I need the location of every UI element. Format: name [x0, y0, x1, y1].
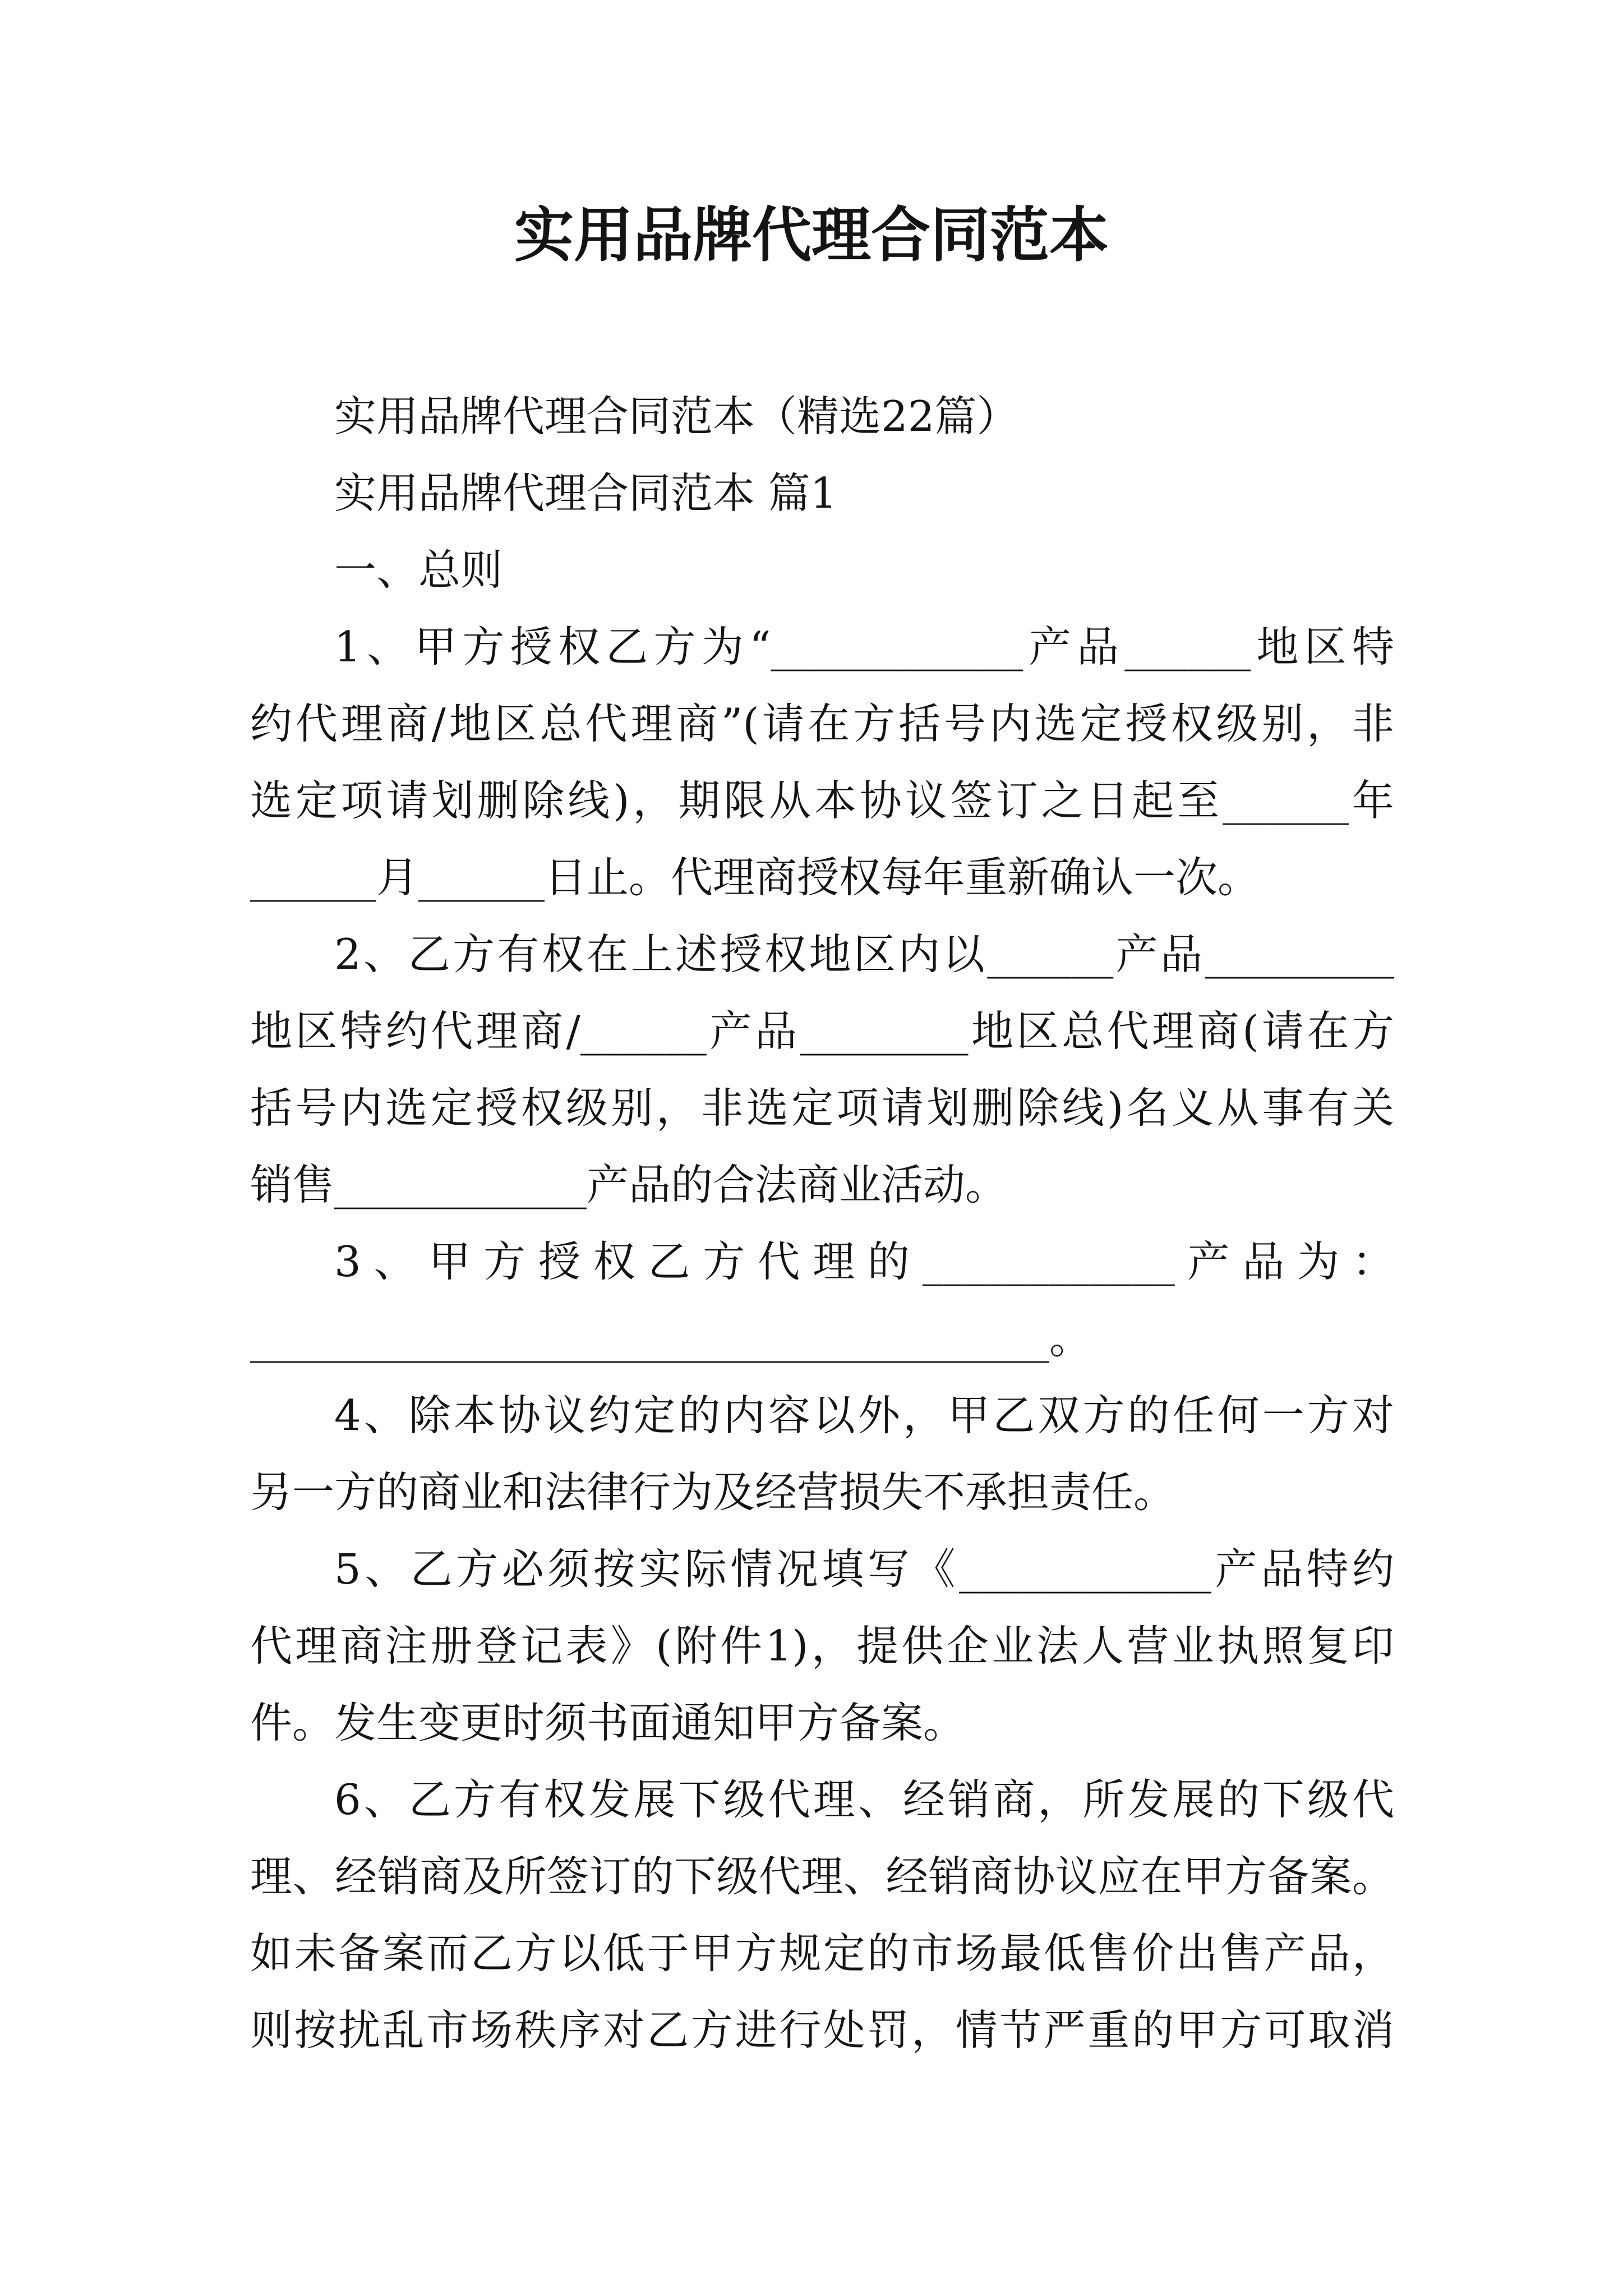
clause-2-line: 销售____________产品的合法商业活动。	[250, 1160, 1008, 1209]
clause-6-line: 理、经销商及所签订的下级代理、经销商协议应在甲方备案。	[250, 1852, 1394, 1901]
document-body	[250, 378, 1394, 2069]
clause-3	[250, 1223, 1394, 1377]
section-heading: 一、总则	[334, 545, 503, 595]
clause-6	[250, 1761, 1394, 2069]
clause-2-line: 括号内选定授权级别，非选定项请划删除线)名义从事有关	[250, 1083, 1394, 1133]
clause-3-line: 3、甲方授权乙方代理的____________产品为：	[334, 1237, 1394, 1286]
clause-1	[250, 609, 1394, 916]
document-title: 实用品牌代理合同范本	[514, 200, 1109, 270]
clause-2-line: 2、乙方有权在上述授权地区内以______产品_________	[334, 930, 1394, 979]
clause-5	[250, 1531, 1394, 1761]
clause-1-line: ______月______日止。代理商授权每年重新确认一次。	[250, 853, 1260, 902]
clause-5-line: 代理商注册登记表》(附件1)，提供企业法人营业执照复印	[250, 1621, 1394, 1671]
clause-6-line: 如未备案而乙方以低于甲方规定的市场最低售价出售产品，	[250, 1929, 1394, 1978]
clause-5-line: 件。发生变更时须书面通知甲方备案。	[250, 1698, 966, 1747]
article-heading: 实用品牌代理合同范本 篇1	[334, 468, 837, 518]
document-subtitle: 实用品牌代理合同范本（精选22篇）	[334, 392, 1019, 441]
clause-5-line: 5、乙方必须按实际情况填写《____________产品特约	[334, 1544, 1394, 1594]
clause-1-line: 1、甲方授权乙方为“____________产品______地区特	[334, 622, 1394, 671]
clause-1-line: 选定项请划删除线)，期限从本协议签订之日起至______年	[250, 776, 1394, 825]
clause-4-line: 4、除本协议约定的内容以外，甲乙双方的任何一方对	[334, 1391, 1394, 1440]
clause-6-line: 6、乙方有权发展下级代理、经销商，所发展的下级代	[334, 1775, 1394, 1824]
clause-4-line: 另一方的商业和法律行为及经营损失不承担责任。	[250, 1467, 1176, 1517]
clause-3-line: ______________________________________。	[250, 1314, 1091, 1363]
clause-6-line: 则按扰乱市场秩序对乙方进行处罚，情节严重的甲方可取消	[250, 2005, 1394, 2055]
clause-4	[250, 1377, 1394, 1531]
clause-1-line: 约代理商/地区总代理商”(请在方括号内选定授权级别，非	[250, 699, 1394, 748]
clause-2-line: 地区特约代理商/______产品________地区总代理商(请在方	[250, 1006, 1394, 1056]
clause-2	[250, 916, 1394, 1223]
